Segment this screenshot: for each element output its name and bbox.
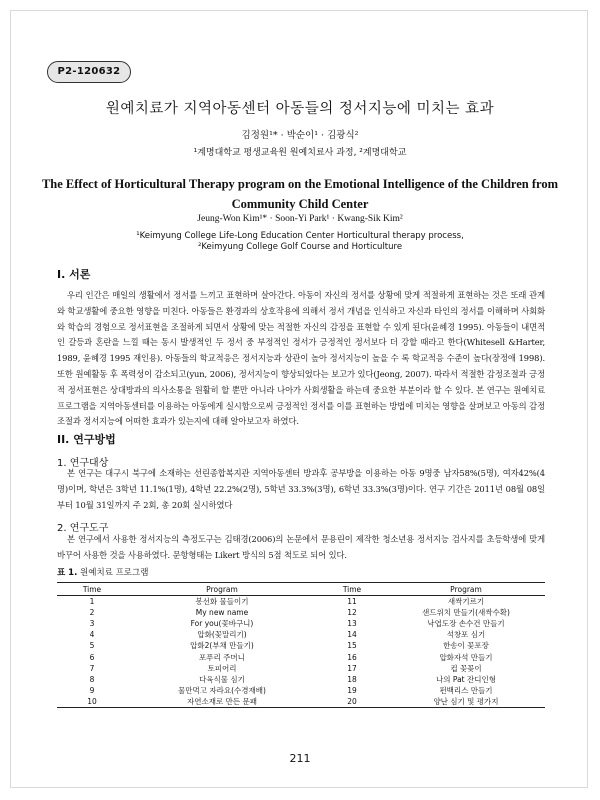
table-header-row [57,583,545,596]
table-cell: 18 [347,674,357,684]
table-cell: 한송이 꽃포장 [443,641,489,651]
page-number: 211 [289,752,311,765]
introduction-paragraph: 우리 인간은 매일의 생활에서 정서를 느끼고 표현하며 살아간다. 아동이 자신의 정서를 상황에 맞게 적절하게 표현하는 것은 또래 관계와 학교생활에 중요한 영향을 미친다. 아동들은 환경과의 상호작용에 의해서 정서 개념을 인식하고 자신과 타인의 정서를 이해하며 사회화와 학습의 경험으로 정서표현을 조절하게 되면서 상황에 맞는 적절한 자신의 감정을 표현할 수 있게 된다(윤혜경 1995). 아동들이 내면적인 갈등과 혼란을 느낄 때는 동시 발생적인 두 정서 중 부정적인 정서가 긍정적인 정서보다 더 강할 때라고 한다(Whitesell &Harter, 1989, 윤혜경 1995 재인용). 아동들의 학교적응은 정서지능과 상관이 높아 정서지능이 높을 수 록 학교적응 수준이 높다(장정애 1998). 또한 원예활동 후 폭력성이 감소되고(yun, 2006), 정서지능이 향상되었다는 보고가 있다(Jeong, 2007). 따라서 적절한 감정조절과 긍정적 정서표현은 상대방과의 의사소통을 원활히 할 뿐만 아니라 나아가 사회생활을 하는데 중요한 부분이라 할 수 있다. 본 연구는 원예치료프로그램을 지역아동센터를 이용하는 아동에게 실시함으로써 긍정적인 정서를 이를 표현하는 방법에 미치는 영향을 살펴보고 아동의 감정조절과 정서지능에 어떠한 효과가 있는지에 대해 알아보고자 하였다. [57,290,545,427]
table-cell: 나의 Pat 잔디인형 [436,674,496,684]
table-row [57,596,545,608]
table-cell: 16 [347,652,357,662]
table-cell: 압화자석 만들기 [439,652,493,662]
table-cell: 11 [347,597,357,607]
table-cell: 19 [347,685,357,695]
table-cell: 8 [89,674,95,684]
table-cell: 낙엽도장 손수건 만들기 [427,619,505,629]
table-cell: 14 [347,630,357,640]
table-cell: 새싹기르기 [447,597,485,607]
header-program-2: Program [387,583,545,596]
table-cell: 토피어리 [207,663,237,673]
table-cell: 3 [89,619,95,629]
table-cell: 10 [57,696,127,708]
section-heading-introduction: I. 서론 [57,268,91,281]
table-row [57,696,545,708]
table-row [57,685,545,696]
table-cell: 4 [89,630,95,640]
table-cell: 다육식물 심기 [199,674,245,684]
table-cell: 석창포 심기 [446,630,486,640]
table-cell: For you(꽃바구니) [190,619,254,629]
table-cell: 7 [89,663,95,673]
instruments-paragraph: 본 연구에서 사용한 정서지능의 측정도구는 김태경(2006)의 논문에서 문용린이 제작한 청소년용 정서지능 검사지를 초등학생에 맞게 바꾸어 사용한 것을 사용하였다. 문항형태는 Likert 방식의 5점 척도로 되어 있다. [57,534,545,560]
table-row [57,629,545,640]
korean-affiliation: ¹계명대학교 평생교육원 원예치료사 과정, ²계명대학교 [193,148,407,158]
table-cell: 6 [89,652,95,662]
table-row [57,618,545,629]
header-program-1: Program [127,583,317,596]
table-cell: 포푸리 주머니 [199,652,245,662]
subjects-paragraph: 본 연구는 대구시 북구에 소재하는 선린종합복지관 지역아동센터 방과후 공부방을 이용하는 아동 9명중 남자58%(5명), 여자42%(4명)이며, 학년은 3학년 11.1%(1명), 4학년 22.2%(2명), 5학년 33.3%(3명), 6학년 33.3%(3명)이다. 연구 기간은 2011년 08월 08일부터 10월 31일까지 주 2회, 총 20회 실시하였다 [57,468,545,510]
table-row [57,674,545,685]
table-cell: 샌드위치 만들기(새싹수확) [422,608,510,618]
table-row [57,607,545,618]
table-cell: 5 [89,641,95,651]
table-cell: 압화(꽃말리기) [197,630,247,640]
table-cell: 12 [347,608,357,618]
table-cell: 2 [89,608,95,618]
table-cell: 20 [317,696,387,708]
table-row [57,651,545,662]
table-cell: 펀백리스 만들기 [439,685,493,695]
table-cell: 1 [89,597,95,607]
table-cell: 양난 심기 및 평가지 [387,696,545,708]
korean-authors: 김정원¹* · 박순이¹ · 김광식² [241,130,359,141]
poster-code-badge: P2-120632 [47,61,131,83]
table-cell: 압화2(부채 만들기) [190,641,254,651]
program-table [57,582,545,708]
table-cell: 13 [347,619,357,629]
english-affiliation-line-1: ¹Keimyung College Life-Long Education Center Horticultural therapy process, [136,231,464,241]
table-cell: 9 [89,685,95,695]
table-cell: 봉선화 물들이기 [195,597,249,607]
english-authors: Jeung-Won Kim¹* · Soon-Yi Park¹ · Kwang-Sik Kim² [197,214,403,224]
table-row [57,640,545,651]
subsection-heading-instruments: 2. 연구도구 [57,523,109,534]
english-affiliation-line-2: ²Keimyung College Golf Course and Horticulture [197,242,403,252]
korean-title: 원예치료가 지역아동센터 아동들의 정서지능에 미치는 효과 [105,101,495,117]
table-cell: 물만먹고 자라요(수경재배) [178,685,266,695]
header-time-1: Time [57,583,127,596]
header-time-2: Time [317,583,387,596]
table-caption-text: 원예치료 프로그램 [80,568,149,578]
table-row [57,663,545,674]
table-cell: My new name [195,608,249,618]
table-caption [57,566,148,578]
subsection-heading-subjects: 1. 연구대상 [57,458,109,469]
english-affiliation [0,231,600,253]
table-cell: 자연소재로 만든 문패 [127,696,317,708]
english-title: The Effect of Horticultural Therapy program on the Emotional Intelligence of the Children from Community Child Center [41,177,559,211]
section-heading-methods: II. 연구방법 [57,433,116,446]
table-cell: 17 [347,663,357,673]
table-cell: 15 [347,641,357,651]
table-cell: 컵 꽃꽂이 [450,663,482,673]
table-caption-number: 표 1. [57,568,78,578]
